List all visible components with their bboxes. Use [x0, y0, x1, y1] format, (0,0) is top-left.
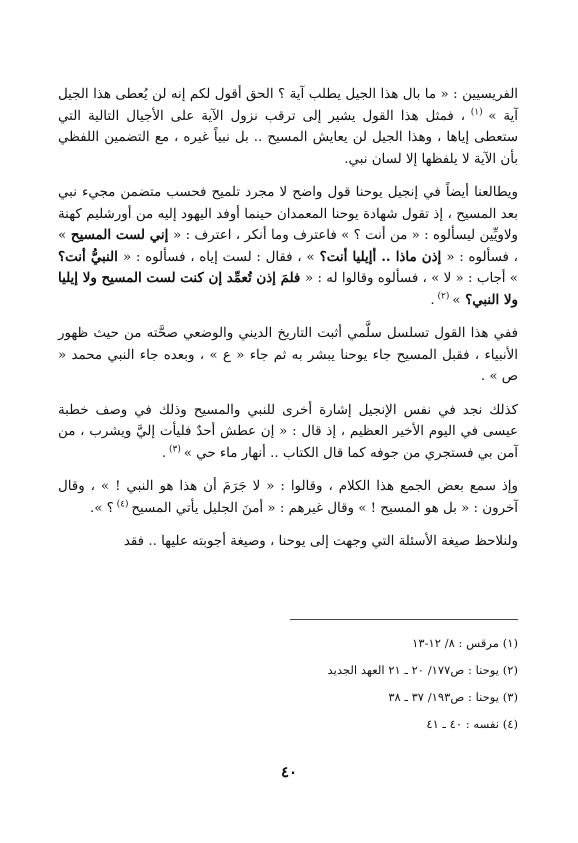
- footnotes: [60, 630, 518, 738]
- footnote: (١) مرقس : ٨/ ١٢-١٣: [412, 636, 518, 650]
- paragraph-text: » أجاب : « لا » ، فسألوه وقالوا له : «: [305, 271, 518, 286]
- footnote-ref: (٣): [166, 444, 184, 455]
- paragraph-text: » ، فقال : لست إياه ، فسألوه : «: [122, 249, 315, 265]
- paragraph: [58, 323, 518, 388]
- paragraph-text: .: [430, 292, 435, 308]
- paragraph-text: وإذ سمع بعض الجمع هذا الكلام ، وقالوا : « لا جَرَمَ أن هذا هو النبي ! » ، وقال آخرون : « بل هو المسيح ! » وقال غيرهم : « أمنَ الجليل يأتي المسيح: [58, 479, 518, 516]
- paragraph: [58, 400, 518, 465]
- footnote-ref: (٤): [113, 499, 132, 510]
- footnote: (٣) يوحنا : ص١٩٣/ ٣٧ ـ ٣٨: [388, 690, 518, 704]
- quoted-bold-text: إني لست المسيح: [66, 227, 174, 243]
- paragraph-text: ففي هذا القول تسلسل سلَّمي أثبت التاريخ الديني والوضعي صحَّته من حيث ظهور الأنبياء ، فقبل المسيح جاء يوحنا يبشر به ثم جاء « ع » ، وبعده جاء النبي محمد « ص » .: [58, 326, 518, 384]
- paragraph: [58, 531, 518, 553]
- footnote-divider: [290, 619, 518, 620]
- paragraph-text: ؟ ».: [89, 500, 114, 516]
- footnote: (٤) نفسه : ٤٠ ـ ٤١: [426, 717, 518, 731]
- footnote-ref: (١): [465, 107, 489, 118]
- paragraph: [58, 84, 518, 170]
- quoted-bold-text: فلمَ إذن تُعمِّد إن كنت لست المسيح ولا إيليا ولا النبي؟: [58, 270, 518, 308]
- quoted-bold-text: النبيُّ أنت؟: [58, 248, 123, 265]
- body-text: [58, 84, 518, 553]
- paragraph: [58, 182, 518, 311]
- paragraph: [58, 476, 518, 519]
- paragraph-text: ولنلاحظ صيغة الأسئلة التي وجهت إلى يوحنا ، وصيغة أجوبته عليها .. فقد: [123, 534, 518, 549]
- paragraph-text: ويطالعنا أيضاً في إنجيل يوحنا قول واضح لا مجرد تلميح فحسب متضمن مجيء نبي بعد المسيح ، إذ تقول شهادة يوحنا المعمدان حينما أوفد اليهود إليه من أورشليم كهنة ولاويِّين ليسألوه : « من أنت ؟ » فاعترف وما أنكر ، اعترف : «: [58, 185, 518, 243]
- paragraph-text: » ، فسألوه : «: [58, 228, 518, 265]
- paragraph-text: »: [452, 292, 461, 308]
- paragraph-text: كذلك نجد في نفس الإنجيل إشارة أخرى للنبي والمسيح وذلك في وصف خطبة عيسى في اليوم الأخير العظيم ، إذ قال : « إن عطش أحدٌ فليأت إليَّ ويشرب ، من آمن بي فستجري من جوفه كما قال الكتاب .. أنهار ماء حي »: [58, 402, 518, 461]
- page-number: ٤٠: [280, 763, 298, 781]
- quoted-bold-text: إذن ماذا .. أإيليا أنت؟: [314, 248, 447, 265]
- footnote-ref: (٢): [434, 291, 453, 302]
- paragraph-text: ، فمثل هذا القول يشير إلى ترقب نزول الآية على الأجيال التالية التي ستعطى إياها ، وهذا الجيل لن يعايش المسيح .. بل نبياً غيره ، مع التضمين اللفظي بأن الآية لا يلفظها إلا لسان نبي.: [58, 108, 518, 167]
- footnote: (٢) يوحنا : ص١٧٧/ ٢٠ ـ ٢١ العهد الجديد: [327, 663, 518, 677]
- paragraph-text: .: [161, 445, 167, 461]
- paragraph-text: الفريسيين : « ما بال هذا الجيل يطلب آية ؟ الحق أقول لكم إنه لن يُعطى هذا الجيل آية »: [58, 87, 518, 124]
